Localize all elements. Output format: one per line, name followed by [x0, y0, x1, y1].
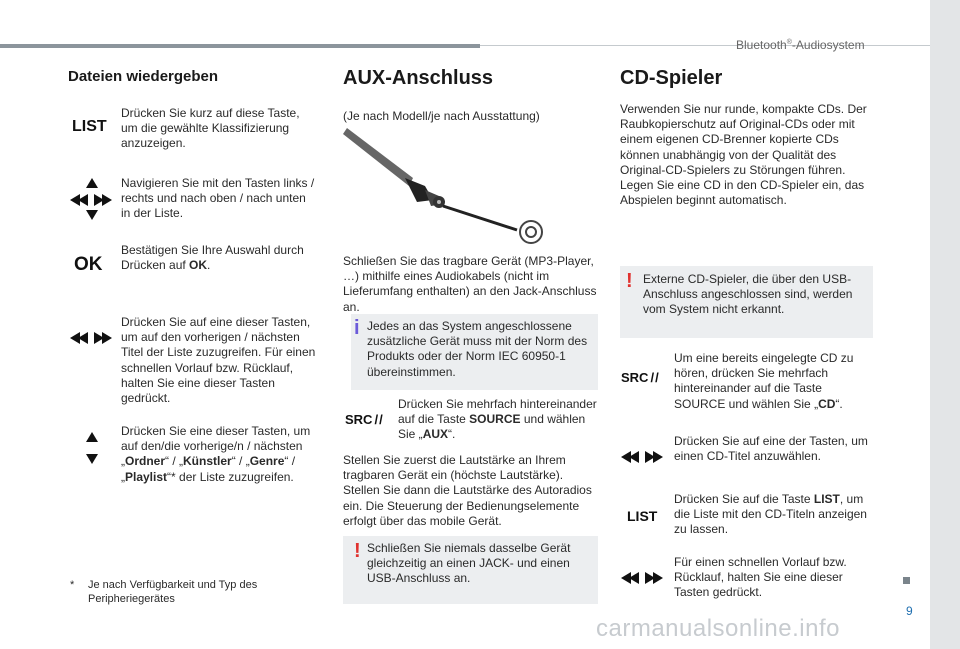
aux-connect-text: Schließen Sie das tragbare Gerät (MP3-Player, …) mithilfe eines Audiokabels (nicht im Lieferumfang enthalten) an den Jack-Anschluss an. [343, 254, 597, 314]
watermark: carmanualsonline.info [596, 615, 840, 642]
prev-next-instruction: Drücken Sie auf eine dieser Tasten, um auf den vorherigen / nächsten Titel der Liste zuzugreifen. Für einen schnellen Vorlauf bzw. Rücklauf, halten Sie eine dieser Tasten gedrückt. [121, 315, 316, 406]
section-title-dateien: Dateien wiedergeben [68, 68, 219, 85]
list-button-icon: LIST [627, 508, 658, 524]
warning-icon: ! [626, 270, 633, 292]
header-bar [0, 44, 480, 48]
section-title-cd: CD-Spieler [620, 67, 723, 89]
footnote-mark: * [70, 579, 75, 591]
ok-button-icon: OK [74, 254, 103, 275]
prev-next-icon [621, 451, 665, 463]
ok-instruction: Bestätigen Sie Ihre Auswahl durch Drücken auf OK. [121, 243, 304, 273]
page-number: 9 [906, 604, 913, 618]
cd-intro-text: Verwenden Sie nur runde, kompakte CDs. Der Raubkopierschutz auf Original-CDs oder mit einem eigenen CD-Brenner kopierte CDs können unabhängig von der Qualität des Original-CD-Spielers zu Störungen führen. Legen Sie eine CD in den CD-Spieler ein, das Abspielen beginnt automatisch. [620, 102, 867, 208]
end-marker [903, 577, 910, 584]
prev-next-icon [70, 332, 114, 344]
jack-cable-illustration [343, 126, 549, 244]
cd-track-select-text: Drücken Sie auf eine der Tasten, um einen CD-Titel anzuwählen. [674, 434, 868, 464]
cd-fast-forward-text: Für einen schnellen Vorlauf bzw. Rücklauf, halten Sie eine dieser Tasten gedrückt. [674, 555, 847, 600]
cd-list-text: Drücken Sie auf die Taste LIST, um die Liste mit den CD-Titeln anzeigen zu lassen. [674, 492, 867, 537]
src-button-icon: SRC // [345, 412, 383, 427]
aux-subtitle: (Je nach Modell/je nach Ausstattung) [343, 109, 540, 123]
nav-instruction: Navigieren Sie mit den Tasten links / rechts und nach oben / nach unten in der Liste. [121, 176, 315, 221]
src-button-icon: SRC // [621, 370, 659, 385]
list-instruction: Drücken Sie kurz auf diese Taste, um die gewählte Klassifizierung anzuzeigen. [121, 106, 300, 151]
warning-icon: ! [354, 540, 361, 562]
up-down-icon [86, 432, 98, 466]
list-button-icon: LIST [72, 118, 107, 135]
cd-source-text: Um eine bereits eingelegte CD zu hören, drücken Sie mehrfach hintereinander auf die Taste SOURCE und wählen Sie „CD“. [674, 351, 854, 411]
cd-warning-text: Externe CD-Spieler, die über den USB-Anschluss angeschlossen sind, werden vom System nicht erkannt. [643, 272, 853, 317]
info-icon: i [354, 317, 360, 339]
side-margin [930, 0, 960, 649]
page-header-title: Bluetooth®-Audiosystem [736, 38, 865, 52]
nav-arrows-icon [70, 178, 114, 222]
aux-source-text: Drücken Sie mehrfach hintereinander auf die Taste SOURCE und wählen Sie „AUX“. [398, 397, 597, 442]
aux-warning-text: Schließen Sie niemals dasselbe Gerät gleichzeitig an einen JACK- und einen USB-Anschluss an. [367, 541, 571, 586]
section-title-aux: AUX-Anschluss [343, 67, 494, 89]
aux-volume-text: Stellen Sie zuerst die Lautstärke an Ihrem tragbaren Gerät ein (höchste Lautstärke). Stellen Sie dann die Lautstärke des Autoradios ein. Die Steuerung der Bedienungselemente erfolgt über das mobile Gerät. [343, 453, 592, 528]
folder-instruction: Drücken Sie eine dieser Tasten, um auf den/die vorherige/n / nächsten „Ordner“ / „Künstler“ / „Genre“ / „Playlist“* der Liste zuzugreifen. [121, 424, 311, 484]
aux-info-text: Jedes an das System angeschlossene zusätzliche Gerät muss mit der Norm des Produkts oder der Norm IEC 60950-1 übereinstimmen. [367, 319, 588, 379]
footnote-text: Je nach Verfügbarkeit und Typ des Peripheriegerätes [88, 579, 258, 605]
fast-forward-icon [621, 572, 665, 584]
